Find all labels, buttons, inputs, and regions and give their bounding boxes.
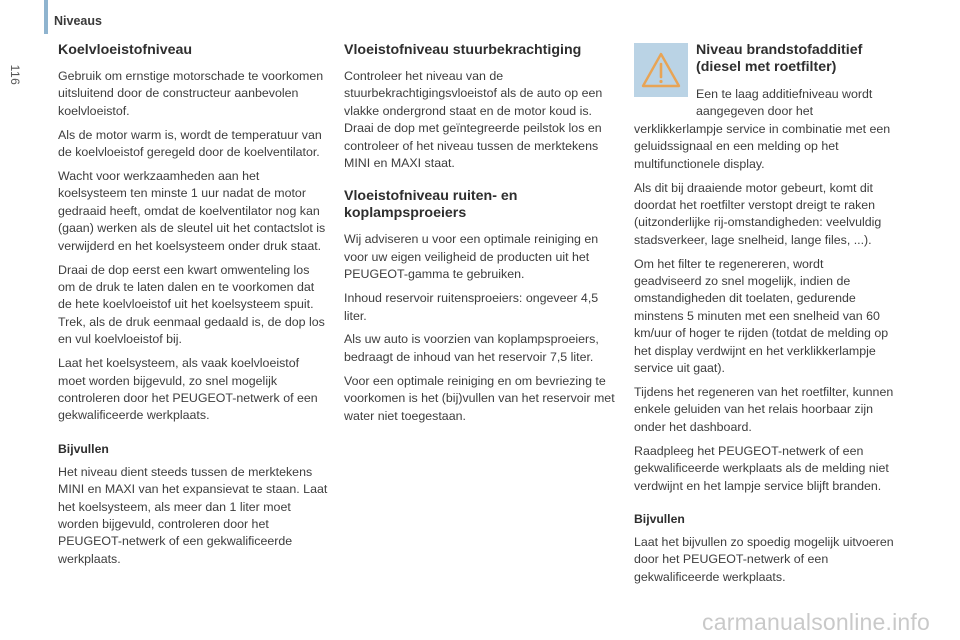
- paragraph: Draai de dop eerst een kwart omwenteling los om de druk te laten dalen en te voorkomen dat de hete koelvloeistof uit het koelsysteem spuit. Trek, als de druk eenmaal gedaald is, de dop los en vul koelvloeistof bij.: [58, 262, 325, 347]
- paragraph: Als uw auto is voorzien van koplampsproeiers, bedraagt de inhoud van het reservoir 7,5 liter.: [344, 332, 599, 364]
- section-label: Niveaus: [54, 14, 102, 28]
- warning-triangle-icon-graphic: [640, 51, 682, 89]
- paragraph: Als de motor warm is, wordt de temperatuur van de koelvloeistof geregeld door de koelventilator.: [58, 127, 322, 160]
- heading-power-steering: Vloeistofniveau stuurbekrachtiging: [344, 42, 582, 58]
- heading-washer-fluid: Vloeistofniveau ruiten- en koplampsproeiers: [344, 188, 518, 222]
- paragraph: Tijdens het regeneren van het roetfilter, kunnen enkele geluiden van het relais hoorbaar zijn onder het dashboard.: [634, 385, 894, 434]
- paragraph: Het niveau dient steeds tussen de merktekens MINI en MAXI van het expansievat te staan. Laat het koelsysteem, als meer dan 1 liter moet worden bijgevuld, controleren door het PEUGEOT-netwerk of een gekwalificeerde werkplaats.: [58, 464, 328, 566]
- watermark: carmanualsonline.info: [702, 609, 930, 635]
- paragraph: Wij adviseren u voor een optimale reiniging en voor uw eigen veiligheid de producten uit het PEUGEOT-gamma te gebruiken.: [344, 232, 599, 282]
- paragraph: Raadpleeg het PEUGEOT-netwerk of een gekwalificeerde werkplaats als de melding niet verdwijnt en het lampje service blijft branden.: [634, 443, 889, 493]
- paragraph: Als dit bij draaiende motor gebeurt, komt dit doordat het roetfilter verstopt dreigt te raken (uitzonderlijke rij-omstandigheden: veelvuldig stadsverkeer, lage snelheid, lange files, ...).: [634, 180, 882, 247]
- subheading-topping-up: Bijvullen: [58, 441, 109, 456]
- subheading-topping-up: Bijvullen: [634, 511, 685, 526]
- column-fluids: [344, 40, 616, 432]
- paragraph: Wacht voor werkzaamheden aan het koelsysteem ten minste 1 uur nadat de motor gedraaid heeft, omdat de koelventilator nog kan (gaan) werken als de sleutel uit het contactslot is verwijderd en het koelsysteem onder druk staat.: [58, 169, 326, 253]
- paragraph: Voor een optimale reiniging en om bevriezing te voorkomen is het (bij)vullen van het reservoir met water niet toegestaan.: [344, 373, 615, 423]
- paragraph-intro-continued: verklikkerlampje service in combinatie met een geluidssignaal en een melding op het multifunctionele display.: [634, 121, 891, 171]
- column-coolant: [58, 40, 328, 575]
- column-fuel-additive: [634, 40, 894, 593]
- heading-fuel-additive: Niveau brandstofadditief (diesel met roetfilter): [696, 42, 863, 75]
- paragraph: Gebruik om ernstige motorschade te voorkomen uitsluitend door de constructeur aanbevolen koelvloeistof.: [58, 69, 324, 118]
- page-number: [2, 52, 28, 98]
- paragraph: Controleer het niveau van de stuurbekrachtigingsvloeistof als de auto op een vlakke ondergrond staat en de motor koud is. Draai de dop met geïntegreerde peilstok los en controleer of het niveau tussen de merktekens MINI en MAXI staat.: [344, 69, 603, 171]
- warning-triangle-icon: [634, 43, 688, 97]
- fuel-additive-header: [634, 40, 894, 121]
- section-accent-bar: [44, 0, 48, 34]
- paragraph-intro: Een te laag additiefniveau wordt aangegeven door het: [696, 87, 873, 119]
- fuel-additive-header-text: [696, 40, 894, 121]
- paragraph: Inhoud reservoir ruitensproeiers: ongeveer 4,5 liter.: [344, 291, 599, 323]
- heading-coolant-level: Koelvloeistofniveau: [58, 42, 193, 58]
- page-number-text: 116: [8, 64, 22, 86]
- paragraph: Om het filter te regenereren, wordt geadviseerd zo snel mogelijk, indien de omstandigheden dit toelaten, gedurende minstens 5 minuten met een snelheid van 60 km/uur of hoger te rijden (totdat de melding op het display verdwijnt en het verklikkerlampje service uit gaat).: [634, 256, 889, 376]
- paragraph: Laat het koelsysteem, als vaak koelvloeistof moet worden bijgevuld, zo snel mogelijk controleren door het PEUGEOT-netwerk of een gekwalificeerde werkplaats.: [58, 356, 318, 423]
- paragraph: Laat het bijvullen zo spoedig mogelijk uitvoeren door het PEUGEOT-netwerk of een gekwalificeerde werkplaats.: [634, 534, 894, 584]
